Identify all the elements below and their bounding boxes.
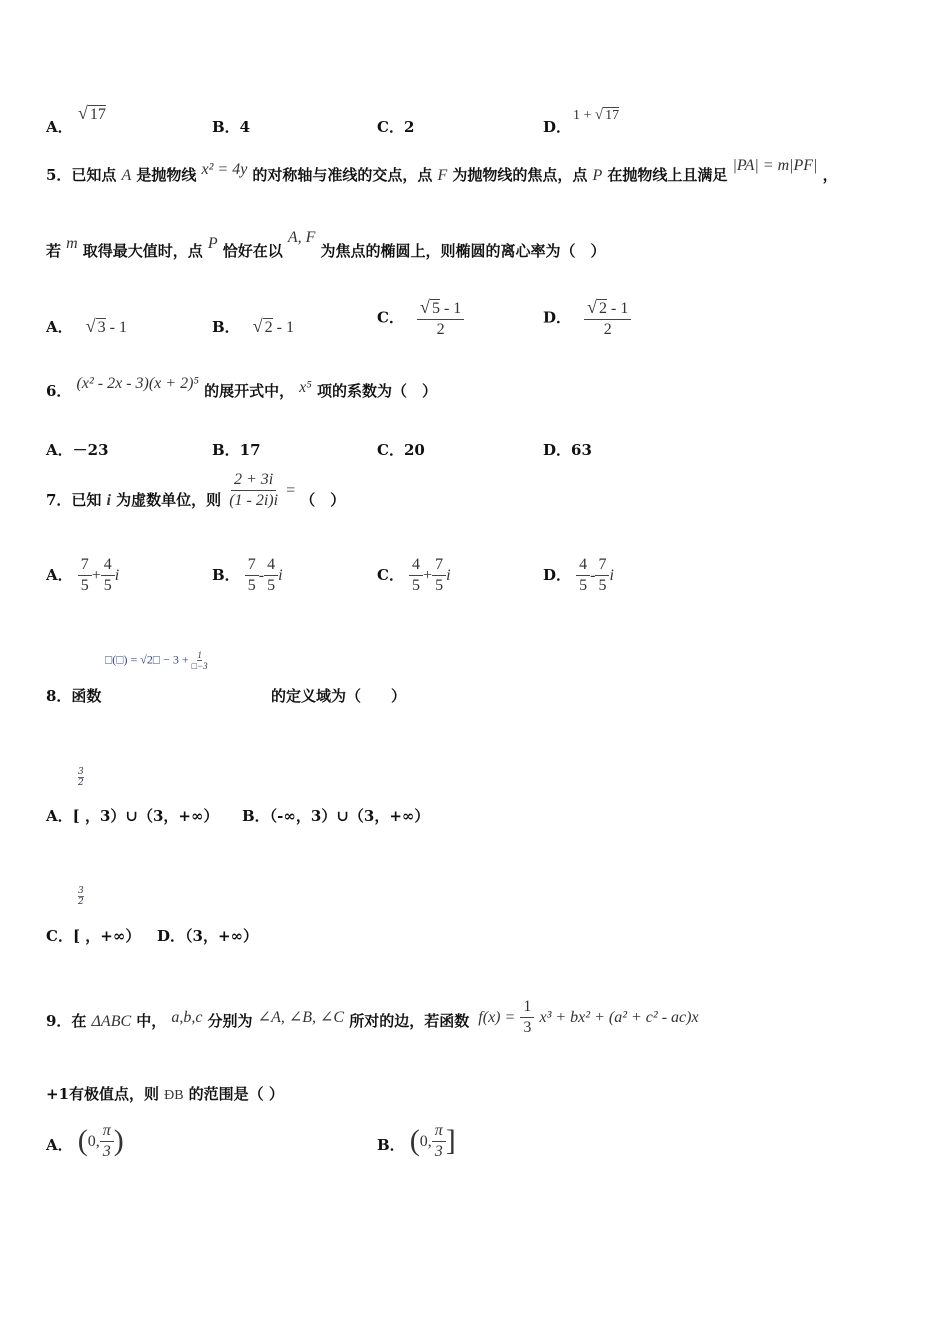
q8-option-a: A．[ ，3）∪（3，+∞） [46, 807, 219, 825]
q9-option-b: B． (0, $\frac{\pi}{3}$ ] [377, 1122, 456, 1160]
q4-option-b: B．4 [212, 118, 251, 136]
q5-option-a: A． √ 3 - 1 [46, 316, 127, 336]
q7-question: 7．已知 i 为虚数单位，则 $\frac{2 + 3i}{(1 - 2i)i}$ = （ ） [46, 471, 346, 509]
q8-option-a-fraction: 3 2 [78, 767, 84, 788]
q9-option-a: A． (0, $\frac{\pi}{3}$ ) [46, 1122, 124, 1160]
q5-option-d: D． $\frac{√ 2 - 1}{2}$ [543, 297, 631, 339]
q6-question: 6． (x² - 2x - 3)(x + 2)⁵ 的展开式中， x⁵ 项的系数为（ ） [46, 375, 437, 400]
q8-option-c-fraction: 3 2 [78, 886, 84, 907]
q6-option-d: D．63 [543, 441, 592, 459]
q4-option-a: A． [46, 118, 73, 136]
q7-option-b: B． $\frac{7}{5}$ - $\frac{4}{5}$ i [212, 556, 283, 594]
q9-line1: 9．在 ΔABC 中， a,b,c 分别为 ∠A, ∠B, ∠C 所对的边，若函数 f(x) = $\frac{1}{3}$ x³ + bx² + (a² + c² - ac)x [46, 998, 699, 1036]
q6-option-b: B．17 [212, 441, 261, 459]
q7-option-a: A． $\frac{7}{5}$ + $\frac{4}{5}$ i [46, 556, 120, 594]
q4-option-d: D． [543, 118, 572, 136]
q7-option-d: D． $\frac{4}{5}$ - $\frac{7}{5}$ i [543, 556, 614, 594]
q8-option-b: B．（-∞，3）∪（3，+∞） [242, 807, 430, 825]
q9-line2: +1有极值点，则 ÐB 的范围是（ ） [46, 1085, 284, 1103]
q5-option-b: B． √ 2 - 1 [212, 316, 294, 336]
q4-option-d-value: 1 + √ 17 [573, 107, 620, 123]
q8-option-d: D．（3，+∞） [157, 927, 259, 945]
q4-option-a-value: √ 17 [78, 103, 106, 123]
q6-option-a: A．－23 [46, 441, 109, 459]
q4-option-c: C．2 [377, 118, 415, 136]
q8-question-suffix: 的定义域为（ ） [271, 687, 407, 705]
q5-line1: 5．已知点 A 是抛物线 x² = 4y 的对称轴与准线的交点，点 F 为抛物线的焦点，点 P 在抛物线上且满足 |PA| = m|PF| ， [46, 157, 838, 184]
q8-formula-image: □(□) = √2□ − 3 + $\frac{1}{□-3}$ [105, 650, 208, 671]
q5-line2: 若 m 取得最大值时，点 P 恰好在以 A, F 为焦点的椭圆上，则椭圆的离心率为（ ） [46, 229, 606, 260]
q8-option-c: C．[ ，+∞） [46, 927, 141, 945]
q5-option-c: C． $\frac{√ 5 - 1}{2}$ [377, 297, 464, 339]
q7-option-c: C． $\frac{4}{5}$ + $\frac{7}{5}$ i [377, 556, 451, 594]
q8-question-prefix: 8．函数 [46, 687, 102, 705]
q6-option-c: C．20 [377, 441, 425, 459]
